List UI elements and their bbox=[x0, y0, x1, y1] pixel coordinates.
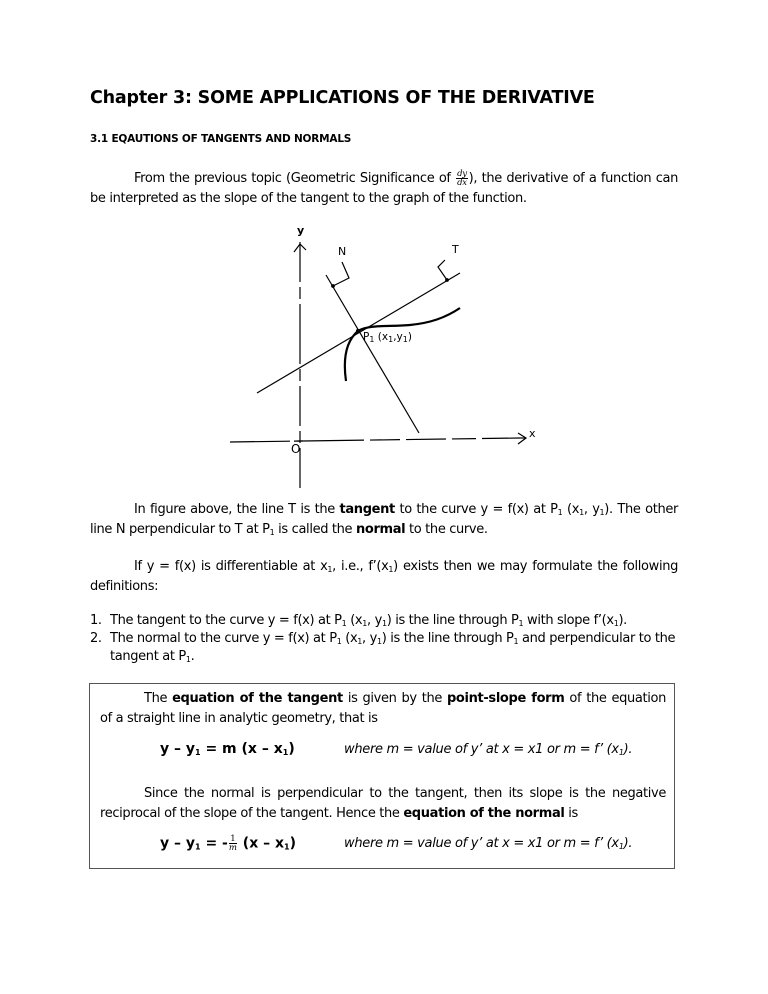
tangent-normal-paragraph bbox=[90, 500, 678, 540]
definition-item bbox=[90, 612, 680, 630]
text: with slope f’(x bbox=[523, 613, 614, 628]
point-p1-label bbox=[363, 331, 412, 343]
text: (x bbox=[346, 613, 363, 628]
text: ) is the line through P bbox=[381, 631, 514, 646]
text: to the curve y = f(x) at P bbox=[394, 502, 558, 517]
text: , y bbox=[583, 502, 600, 517]
text: 1 bbox=[618, 842, 624, 851]
text: (x – x bbox=[237, 835, 285, 852]
text: 1 bbox=[269, 528, 275, 537]
section-title: 3.1 EQAUTIONS OF TANGENTS AND NORMALS bbox=[90, 133, 352, 145]
text: 1 bbox=[341, 619, 347, 628]
text: . bbox=[190, 649, 195, 664]
dy-dx-fraction bbox=[456, 170, 468, 187]
normal-equation bbox=[160, 835, 296, 852]
y-axis-label: y bbox=[297, 224, 305, 237]
text: ). bbox=[623, 836, 633, 851]
text: 1 bbox=[557, 508, 563, 517]
text: 1 bbox=[376, 637, 382, 646]
text: ). bbox=[623, 742, 633, 757]
tangent-equation bbox=[160, 741, 295, 757]
text: The normal to the curve y = f(x) at P bbox=[110, 631, 337, 646]
frac-num: dy bbox=[457, 169, 467, 179]
text: to the curve. bbox=[405, 522, 488, 537]
frac-num: 1 bbox=[230, 834, 236, 844]
tangent-callout bbox=[438, 260, 447, 280]
text: is bbox=[564, 806, 578, 821]
normal-term: normal bbox=[355, 522, 406, 537]
text: 1 bbox=[381, 619, 387, 628]
text: , y bbox=[362, 631, 377, 646]
point-slope-form-term: point-slope form bbox=[446, 691, 565, 706]
text: 1 bbox=[402, 335, 408, 344]
text: 1 bbox=[195, 748, 201, 757]
text: (x bbox=[374, 331, 389, 343]
text: of the equation of a straight line in analytic geometry, that is bbox=[100, 691, 666, 726]
tangent-normal-figure bbox=[220, 220, 550, 500]
text: where m = value of y’ at x = x1 or m = f’ (x bbox=[344, 742, 619, 757]
frac-den: m bbox=[228, 843, 237, 853]
definitions-list bbox=[90, 612, 680, 666]
text: In figure above, the line T is the bbox=[134, 502, 340, 517]
text: 1 bbox=[327, 565, 333, 574]
equations-box bbox=[89, 683, 675, 869]
text: and perpendicular to the tangent at P bbox=[110, 631, 676, 664]
text: ,y bbox=[393, 331, 403, 343]
curve-fx bbox=[345, 308, 460, 381]
tangent-equation-intro bbox=[100, 689, 666, 729]
text: y – y bbox=[160, 741, 195, 757]
chapter-title: Chapter 3: SOME APPLICATIONS OF THE DERIVATIVE bbox=[90, 88, 595, 108]
tangent-equation-note bbox=[344, 742, 632, 757]
text: y – y bbox=[160, 835, 195, 852]
text: = m (x – x bbox=[200, 741, 283, 757]
list-number: 2. bbox=[90, 631, 102, 646]
text: , y bbox=[367, 613, 382, 628]
text: If y = f(x) is differentiable at x bbox=[134, 559, 328, 574]
tangent-term: tangent bbox=[339, 502, 395, 517]
text: 1 bbox=[618, 748, 624, 757]
normal-equation-note bbox=[344, 836, 632, 851]
normal-label: N bbox=[338, 245, 347, 258]
text: ) exists then we may formulate the following definitions: bbox=[90, 559, 678, 594]
tangent-label: T bbox=[452, 243, 459, 256]
text: is given by the bbox=[342, 691, 447, 706]
text: where m = value of y’ at x = x1 or m = f’ (x bbox=[344, 836, 619, 851]
text: 1 bbox=[513, 637, 519, 646]
text: 1 bbox=[579, 508, 584, 517]
text: is called the bbox=[274, 522, 356, 537]
text: 1 bbox=[336, 637, 342, 646]
text: Since the normal is perpendicular to the tangent, then its slope is the negative reciprocal of the slope of the tangent. Hence the bbox=[100, 786, 666, 821]
text: ), the derivative of a function can be interpreted as the slope of the tangent to the graph of the function. bbox=[90, 171, 678, 206]
text: From the previous topic (Geometric Significance of bbox=[134, 171, 456, 186]
text: ). The other line N perpendicular to T at P bbox=[90, 502, 678, 537]
text: 1 bbox=[518, 619, 524, 628]
text: (x bbox=[341, 631, 358, 646]
text: P bbox=[363, 331, 370, 343]
text: The bbox=[144, 691, 173, 706]
diagram-svg bbox=[220, 220, 550, 500]
text: 1 bbox=[369, 335, 375, 344]
text: 1 bbox=[282, 748, 289, 757]
intro-paragraph bbox=[90, 169, 678, 209]
origin-label: O bbox=[291, 442, 301, 456]
text: (x bbox=[562, 502, 580, 517]
normal-callout bbox=[333, 262, 349, 286]
text: = - bbox=[200, 835, 228, 852]
list-number: 1. bbox=[90, 613, 102, 628]
equation-of-tangent-term: equation of the tangent bbox=[172, 691, 343, 706]
text: 1 bbox=[388, 565, 394, 574]
x-axis bbox=[230, 438, 520, 442]
text: 1 bbox=[599, 508, 605, 517]
text: ) bbox=[288, 741, 295, 757]
normal-equation-intro bbox=[100, 784, 666, 824]
text: ) is the line through P bbox=[386, 613, 519, 628]
x-axis-label: x bbox=[529, 427, 536, 440]
text: , i.e., f’(x bbox=[332, 559, 389, 574]
text: ) bbox=[407, 331, 412, 343]
differentiable-paragraph bbox=[90, 557, 678, 597]
frac-den: dx bbox=[457, 178, 467, 188]
text: 1 bbox=[388, 335, 394, 344]
equation-of-normal-term: equation of the normal bbox=[403, 806, 565, 821]
text: 1 bbox=[362, 619, 368, 628]
definition-item bbox=[90, 630, 680, 666]
normal-line bbox=[326, 275, 419, 433]
text: 1 bbox=[185, 655, 191, 664]
text: 1 bbox=[195, 842, 201, 852]
text: 1 bbox=[357, 637, 363, 646]
text: ). bbox=[618, 613, 627, 628]
text: 1 bbox=[284, 842, 290, 852]
one-over-m-fraction bbox=[229, 835, 237, 852]
text: ) bbox=[289, 835, 297, 852]
text: 1 bbox=[613, 619, 619, 628]
text: The tangent to the curve y = f(x) at P bbox=[110, 613, 342, 628]
